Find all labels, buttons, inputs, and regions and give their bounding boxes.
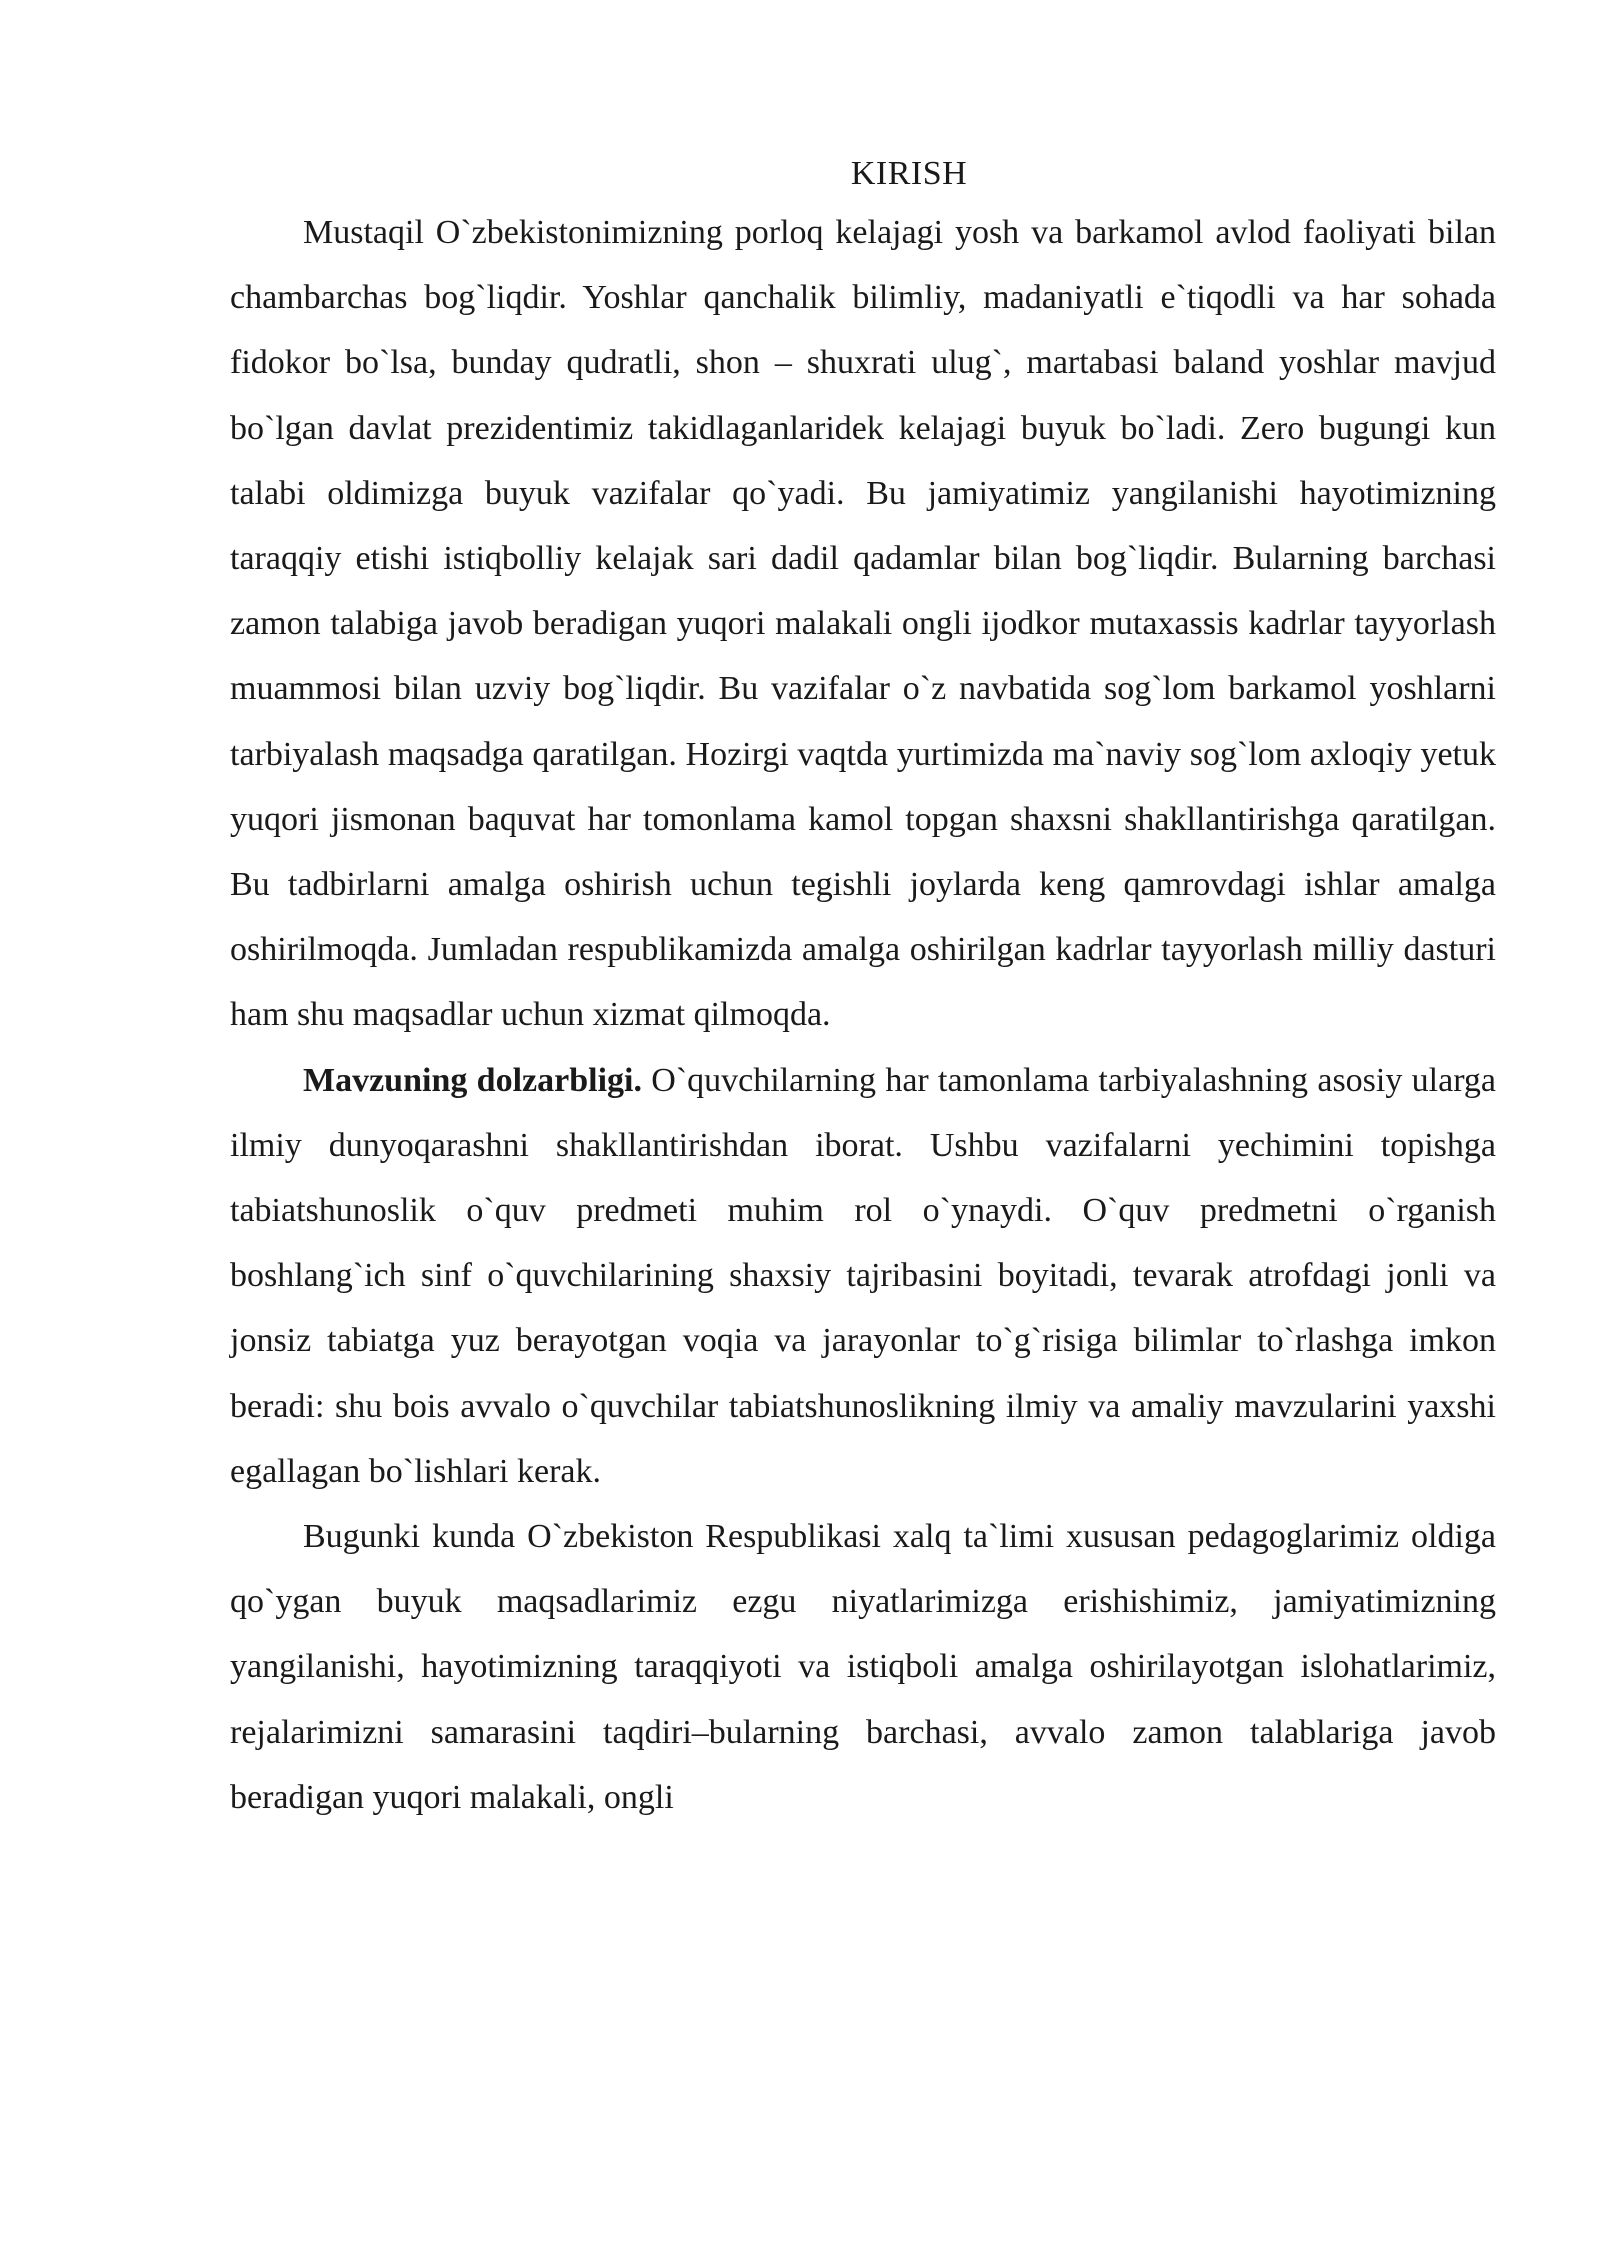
document-body [230, 148, 1496, 1830]
paragraph-relevance [230, 1048, 1496, 1504]
paragraph-text: Bugunki kunda O`zbekiston Respublikasi xalq ta`limi xususan pedagoglarimiz oldiga qo`ygan buyuk maqsadlarimiz ezgu niyatlarimizga erishishimiz, jamiyatimizning yangilanishi, hayotimizning taraqqiyoti va istiqboli amalga oshirilayotgan islohatlarimiz, rejalarimizni samarasini taqdiri–bularning barchasi, avvalo zamon talablariga javob beradigan yuqori malakali, ongli [230, 1518, 1496, 1816]
paragraph-current-day [230, 1504, 1496, 1830]
paragraph-text: O`quvchilarning har tamonlama tarbiyalashning asosiy ularga ilmiy dunyoqarashni shakllantirishdan iborat. Ushbu vazifalarni yechimini topishga tabiatshunoslik o`quv predmeti muhim rol o`ynaydi. O`quv predmetni o`rganish boshlang`ich sinf o`quvchilarining shaxsiy tajribasini boyitadi, tevarak atrofdagi jonli va jonsiz tabiatga yuz berayotgan voqia va jarayonlar to`g`risiga bilimlar to`rlashga imkon beradi: shu bois avvalo o`quvchilar tabiatshunoslikning ilmiy va amaliy mavzularini yaxshi egallagan bo`lishlari kerak. [230, 1061, 1497, 1490]
paragraph-text: Mustaqil O`zbekistonimizning porloq kelajagi yosh va barkamol avlod faoliyati bilan chambarchas bog`liqdir. Yoshlar qanchalik bilimliy, madaniyatli e`tiqodli va har sohada fidokor bo`lsa, bunday qudratli, shon – shuxrati ulug`, martabasi baland yoshlar mavjud bo`lgan davlat prezidentimiz takidlaganlaridek kelajagi buyuk bo`ladi. Zero bugungi kun talabi oldimizga buyuk vazifalar qo`yadi. Bu jamiyatimiz yangilanishi hayotimizning taraqqiy etishi istiqbolliy kelajak sari dadil qadamlar bilan bog`liqdir. Bularning barchasi zamon talabiga javob beradigan yuqori malakali ongli ijodkor mutaxassis kadrlar tayyorlash muammosi bilan uzviy bog`liqdir. Bu vazifalar o`z navbatida sog`lom barkamol yoshlarni tarbiyalash maqsadga qaratilgan. Hozirgi vaqtda yurtimizda ma`naviy sog`lom axloqiy yetuk yuqori jismonan baquvat har tomonlama kamol topgan shaxsni shakllantirishga qaratilgan. Bu tadbirlarni amalga oshirish uchun tegishli joylarda keng qamrovdagi ishlar amalga oshirilmoqda. Jumladan respublikamizda amalga oshirilgan kadrlar tayyorlash milliy dasturi ham shu maqsadlar uchun xizmat qilmoqda. [230, 214, 1496, 1034]
paragraph-lead-heading: Mavzuning dolzarbligi. [303, 1061, 642, 1099]
paragraph-introduction [230, 200, 1496, 1048]
document-title: KIRISH [850, 155, 968, 192]
